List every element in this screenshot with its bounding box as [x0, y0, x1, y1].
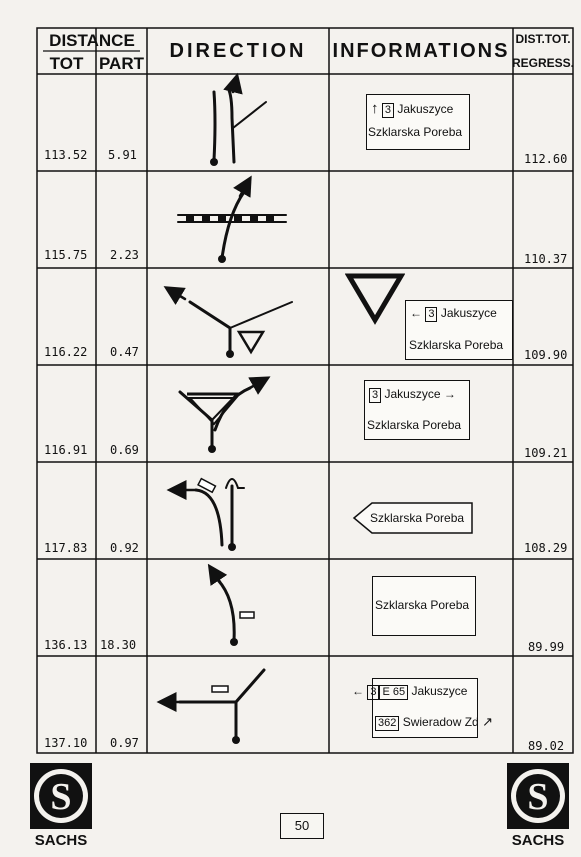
road-number-badge: 362	[375, 716, 399, 731]
arrow-up-icon: ↑	[371, 100, 379, 117]
sign-line-1	[352, 684, 467, 700]
destination-label: Szklarska Poreba	[368, 125, 463, 139]
sign-line-1	[410, 306, 497, 322]
destination-label: Jakuszyce	[440, 306, 497, 320]
destination-label: Szklarska Poreba	[370, 511, 465, 525]
header-distance: DISTANCE	[49, 30, 135, 50]
destination-label: Szklarska Poreba	[367, 418, 462, 432]
row-tot: 117.83	[44, 541, 88, 555]
give-way-sign-icon	[345, 272, 405, 326]
destination-label: Jakuszyce	[397, 102, 454, 116]
sachs-logo-icon	[30, 763, 92, 829]
row-regress: 89.99	[528, 640, 565, 654]
arrow-up-right-icon: ↗	[482, 714, 493, 729]
sign-line-2	[375, 714, 493, 731]
destination-label: Szklarska Poreba	[409, 338, 504, 352]
page-number: 50	[280, 813, 324, 839]
sachs-logo-icon	[507, 763, 569, 829]
arrow-right-icon: →	[443, 387, 456, 401]
arrow-left-icon: ←	[352, 684, 364, 698]
row-regress: 89.02	[528, 739, 565, 753]
destination-label: Jakuszyce	[384, 387, 441, 401]
sachs-logo-text: SACHS	[34, 832, 88, 849]
row-tot: 115.75	[44, 248, 88, 262]
row-regress: 108.29	[524, 541, 568, 555]
header-dist-tot: DIST.TOT.	[515, 32, 571, 46]
sign-line-1	[371, 100, 453, 118]
row-part: 0.92	[110, 541, 139, 555]
road-number-badge: 3	[382, 103, 394, 118]
header-tot: TOT	[49, 53, 84, 73]
euro-road-badge: E 65	[379, 685, 408, 700]
sachs-logo-letter: S	[50, 776, 72, 818]
row-regress: 110.37	[524, 252, 568, 266]
row-part: 0.69	[110, 443, 139, 457]
sachs-logo-right	[507, 763, 569, 847]
sachs-logo-letter: S	[527, 776, 549, 818]
header-direction: DIRECTION	[169, 40, 307, 62]
row-regress: 112.60	[524, 152, 568, 166]
row-part: 0.47	[110, 345, 139, 359]
road-number-badge: 3	[367, 685, 379, 700]
destination-label: Swieradow Zd	[402, 715, 479, 729]
row-regress: 109.21	[524, 446, 568, 460]
road-number-badge: 3	[425, 307, 437, 322]
destination-label: Szklarska Poreba	[375, 598, 470, 612]
row-tot: 136.13	[44, 638, 88, 652]
header-informations: INFORMATIONS	[332, 40, 510, 62]
header-regress: REGRESS.	[512, 56, 575, 70]
row-tot: 113.52	[44, 148, 88, 162]
row-tot: 137.10	[44, 736, 88, 750]
road-number-badge: 3	[369, 388, 381, 403]
sachs-logo-left	[30, 763, 92, 847]
row-part: 0.97	[110, 736, 139, 750]
row-tot: 116.91	[44, 443, 88, 457]
sign-line-1	[369, 387, 456, 403]
arrow-left-icon: ←	[410, 306, 422, 320]
row-tot: 116.22	[44, 345, 88, 359]
row-part: 5.91	[108, 148, 137, 162]
row-regress: 109.90	[524, 348, 568, 362]
row-part: 2.23	[110, 248, 139, 262]
header-part: PART	[98, 53, 144, 73]
destination-label: Jakuszyce	[411, 684, 468, 698]
sachs-logo-text: SACHS	[511, 832, 565, 849]
row-part: 18.30	[100, 638, 137, 652]
